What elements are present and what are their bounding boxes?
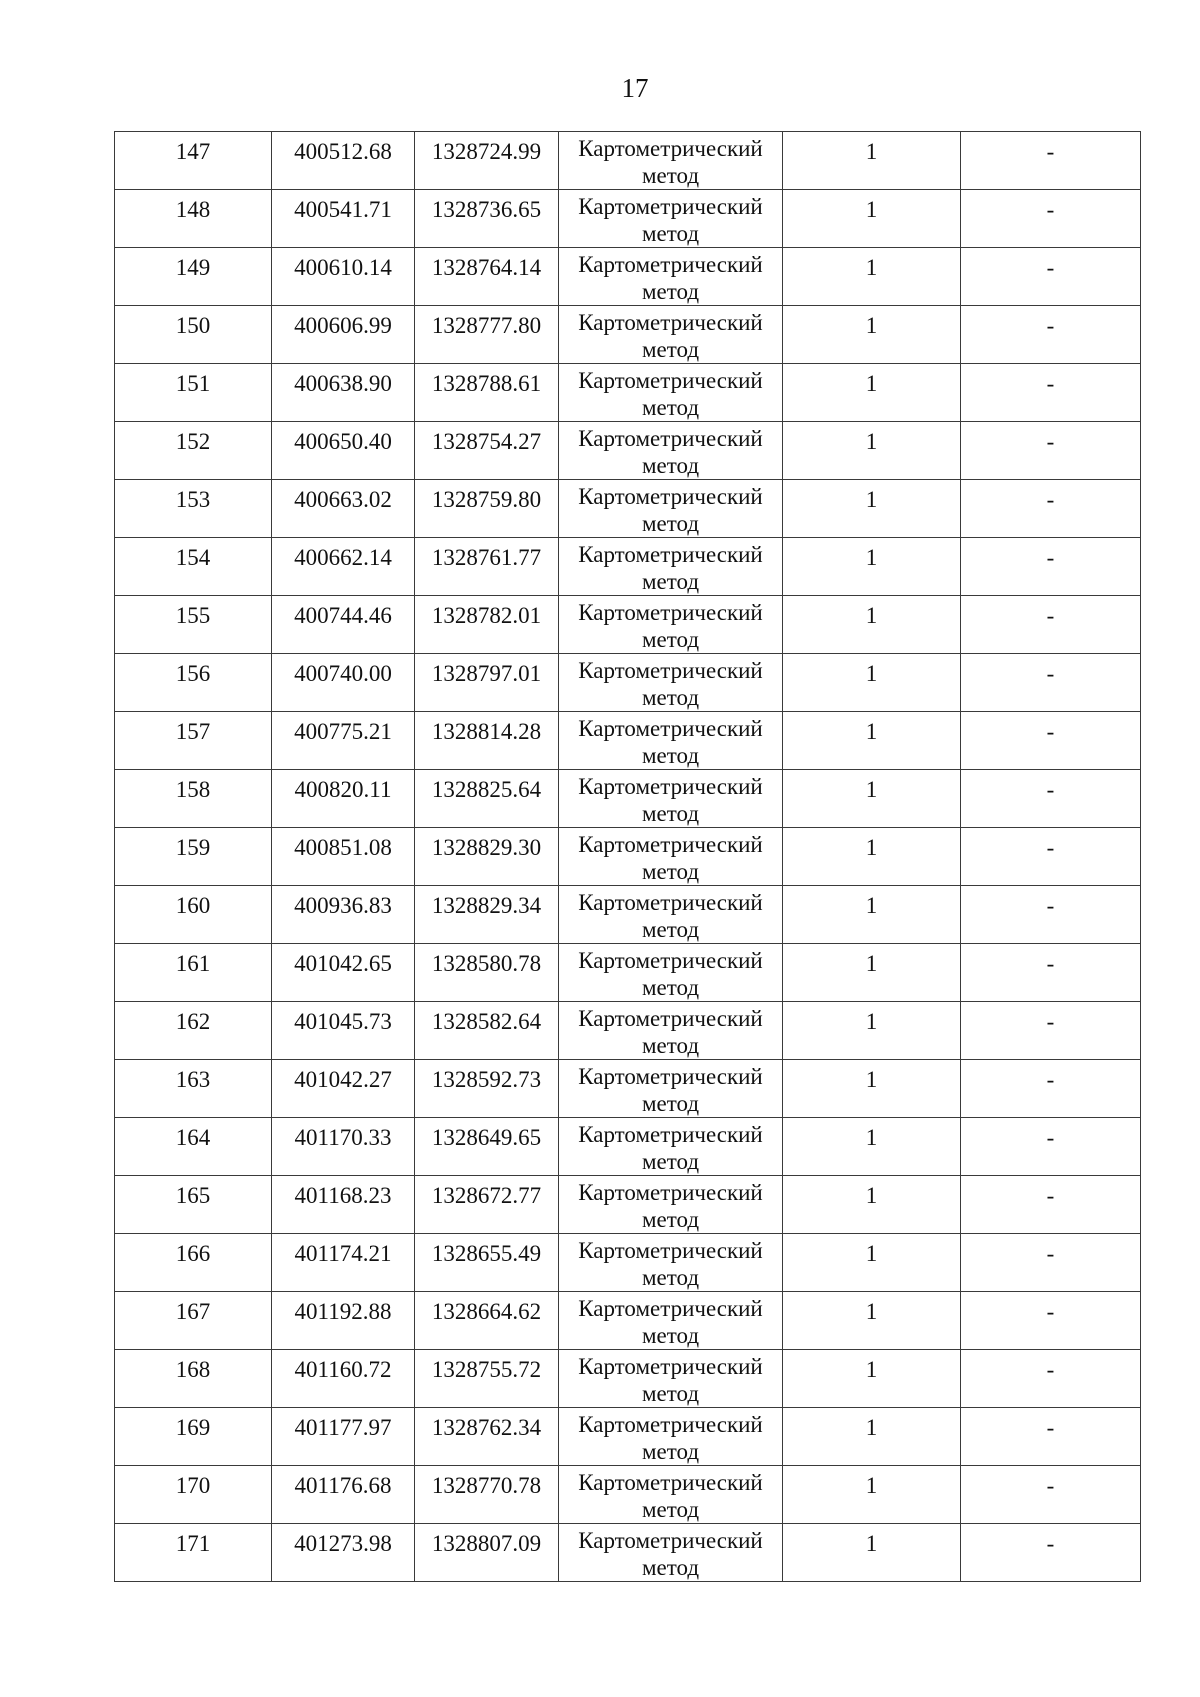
description-cell: - xyxy=(961,596,1141,654)
method-cell xyxy=(559,480,783,538)
point-number-cell: 156 xyxy=(115,654,272,712)
method-line-1: Картометрический xyxy=(578,1354,763,1379)
table-row xyxy=(115,1350,1141,1408)
table-row xyxy=(115,480,1141,538)
point-number-cell: 164 xyxy=(115,1118,272,1176)
y-coordinate-cell: 1328672.77 xyxy=(415,1176,559,1234)
method-line-2: метод xyxy=(641,1381,700,1406)
y-coordinate-cell: 1328770.78 xyxy=(415,1466,559,1524)
table-row xyxy=(115,1408,1141,1466)
point-number-cell: 154 xyxy=(115,538,272,596)
description-cell: - xyxy=(961,1292,1141,1350)
method-cell xyxy=(559,1524,783,1582)
method-cell xyxy=(559,1060,783,1118)
method-cell xyxy=(559,770,783,828)
point-number-cell: 147 xyxy=(115,132,272,190)
method-line-1: Картометрический xyxy=(578,600,763,625)
accuracy-cell: 1 xyxy=(783,654,961,712)
accuracy-cell: 1 xyxy=(783,1234,961,1292)
method-line-1: Картометрический xyxy=(578,948,763,973)
point-number-cell: 150 xyxy=(115,306,272,364)
accuracy-cell: 1 xyxy=(783,538,961,596)
y-coordinate-cell: 1328825.64 xyxy=(415,770,559,828)
method-cell xyxy=(559,828,783,886)
table-row xyxy=(115,770,1141,828)
accuracy-cell: 1 xyxy=(783,1060,961,1118)
accuracy-cell: 1 xyxy=(783,1408,961,1466)
x-coordinate-cell: 400775.21 xyxy=(272,712,415,770)
method-cell xyxy=(559,306,783,364)
y-coordinate-cell: 1328754.27 xyxy=(415,422,559,480)
description-cell: - xyxy=(961,538,1141,596)
x-coordinate-cell: 400744.46 xyxy=(272,596,415,654)
y-coordinate-cell: 1328762.34 xyxy=(415,1408,559,1466)
point-number-cell: 151 xyxy=(115,364,272,422)
description-cell: - xyxy=(961,422,1141,480)
description-cell: - xyxy=(961,654,1141,712)
y-coordinate-cell: 1328788.61 xyxy=(415,364,559,422)
method-line-1: Картометрический xyxy=(578,1006,763,1031)
method-line-2: метод xyxy=(641,163,700,188)
accuracy-cell: 1 xyxy=(783,828,961,886)
point-number-cell: 148 xyxy=(115,190,272,248)
description-cell: - xyxy=(961,248,1141,306)
y-coordinate-cell: 1328580.78 xyxy=(415,944,559,1002)
x-coordinate-cell: 400606.99 xyxy=(272,306,415,364)
method-cell xyxy=(559,1118,783,1176)
y-coordinate-cell: 1328655.49 xyxy=(415,1234,559,1292)
method-cell xyxy=(559,364,783,422)
description-cell: - xyxy=(961,1524,1141,1582)
x-coordinate-cell: 400851.08 xyxy=(272,828,415,886)
point-number-cell: 153 xyxy=(115,480,272,538)
x-coordinate-cell: 401273.98 xyxy=(272,1524,415,1582)
x-coordinate-cell: 401042.27 xyxy=(272,1060,415,1118)
method-line-2: метод xyxy=(641,1555,700,1580)
table-row xyxy=(115,190,1141,248)
method-line-1: Картометрический xyxy=(578,542,763,567)
accuracy-cell: 1 xyxy=(783,596,961,654)
table-row xyxy=(115,1234,1141,1292)
accuracy-cell: 1 xyxy=(783,422,961,480)
accuracy-cell: 1 xyxy=(783,364,961,422)
table-row xyxy=(115,1060,1141,1118)
description-cell: - xyxy=(961,1408,1141,1466)
table-row xyxy=(115,1176,1141,1234)
point-number-cell: 159 xyxy=(115,828,272,886)
x-coordinate-cell: 401168.23 xyxy=(272,1176,415,1234)
method-line-2: метод xyxy=(641,1207,700,1232)
method-line-1: Картометрический xyxy=(578,832,763,857)
table-row xyxy=(115,596,1141,654)
table-row xyxy=(115,1118,1141,1176)
method-line-2: метод xyxy=(641,917,700,942)
accuracy-cell: 1 xyxy=(783,1524,961,1582)
method-cell xyxy=(559,538,783,596)
point-number-cell: 171 xyxy=(115,1524,272,1582)
method-cell xyxy=(559,1176,783,1234)
y-coordinate-cell: 1328755.72 xyxy=(415,1350,559,1408)
method-cell xyxy=(559,1002,783,1060)
method-line-1: Картометрический xyxy=(578,774,763,799)
description-cell: - xyxy=(961,1060,1141,1118)
method-cell xyxy=(559,886,783,944)
point-number-cell: 163 xyxy=(115,1060,272,1118)
point-number-cell: 155 xyxy=(115,596,272,654)
y-coordinate-cell: 1328797.01 xyxy=(415,654,559,712)
method-line-2: метод xyxy=(641,1033,700,1058)
description-cell: - xyxy=(961,1234,1141,1292)
method-line-1: Картометрический xyxy=(578,426,763,451)
method-line-1: Картометрический xyxy=(578,252,763,277)
method-line-1: Картометрический xyxy=(578,658,763,683)
x-coordinate-cell: 400541.71 xyxy=(272,190,415,248)
y-coordinate-cell: 1328736.65 xyxy=(415,190,559,248)
x-coordinate-cell: 401045.73 xyxy=(272,1002,415,1060)
method-line-2: метод xyxy=(641,859,700,884)
accuracy-cell: 1 xyxy=(783,712,961,770)
description-cell: - xyxy=(961,480,1141,538)
method-line-1: Картометрический xyxy=(578,1412,763,1437)
y-coordinate-cell: 1328829.34 xyxy=(415,886,559,944)
method-line-1: Картометрический xyxy=(578,1238,763,1263)
y-coordinate-cell: 1328814.28 xyxy=(415,712,559,770)
x-coordinate-cell: 401174.21 xyxy=(272,1234,415,1292)
table-row xyxy=(115,654,1141,712)
method-line-2: метод xyxy=(641,1497,700,1522)
y-coordinate-cell: 1328829.30 xyxy=(415,828,559,886)
table-row xyxy=(115,306,1141,364)
accuracy-cell: 1 xyxy=(783,132,961,190)
point-number-cell: 168 xyxy=(115,1350,272,1408)
method-line-1: Картометрический xyxy=(578,716,763,741)
method-line-2: метод xyxy=(641,569,700,594)
x-coordinate-cell: 400663.02 xyxy=(272,480,415,538)
method-line-2: метод xyxy=(641,1439,700,1464)
method-cell xyxy=(559,1350,783,1408)
point-number-cell: 162 xyxy=(115,1002,272,1060)
method-line-2: метод xyxy=(641,279,700,304)
table-row xyxy=(115,944,1141,1002)
x-coordinate-cell: 400740.00 xyxy=(272,654,415,712)
method-line-1: Картометрический xyxy=(578,1122,763,1147)
method-line-2: метод xyxy=(641,1265,700,1290)
accuracy-cell: 1 xyxy=(783,886,961,944)
method-cell xyxy=(559,1466,783,1524)
method-cell xyxy=(559,190,783,248)
description-cell: - xyxy=(961,1118,1141,1176)
method-line-2: метод xyxy=(641,1149,700,1174)
table-row xyxy=(115,1292,1141,1350)
point-number-cell: 149 xyxy=(115,248,272,306)
x-coordinate-cell: 400820.11 xyxy=(272,770,415,828)
method-line-1: Картометрический xyxy=(578,194,763,219)
x-coordinate-cell: 400650.40 xyxy=(272,422,415,480)
x-coordinate-cell: 400638.90 xyxy=(272,364,415,422)
method-cell xyxy=(559,944,783,1002)
y-coordinate-cell: 1328592.73 xyxy=(415,1060,559,1118)
method-line-1: Картометрический xyxy=(578,1296,763,1321)
y-coordinate-cell: 1328664.62 xyxy=(415,1292,559,1350)
method-cell xyxy=(559,132,783,190)
table-row xyxy=(115,248,1141,306)
table-row xyxy=(115,364,1141,422)
method-line-1: Картометрический xyxy=(578,368,763,393)
x-coordinate-cell: 401160.72 xyxy=(272,1350,415,1408)
method-line-1: Картометрический xyxy=(578,1180,763,1205)
method-line-1: Картометрический xyxy=(578,1064,763,1089)
accuracy-cell: 1 xyxy=(783,306,961,364)
accuracy-cell: 1 xyxy=(783,1292,961,1350)
x-coordinate-cell: 401170.33 xyxy=(272,1118,415,1176)
table-row xyxy=(115,712,1141,770)
method-line-1: Картометрический xyxy=(578,484,763,509)
method-line-2: метод xyxy=(641,453,700,478)
x-coordinate-cell: 400936.83 xyxy=(272,886,415,944)
method-cell xyxy=(559,422,783,480)
y-coordinate-cell: 1328807.09 xyxy=(415,1524,559,1582)
description-cell: - xyxy=(961,1176,1141,1234)
method-cell xyxy=(559,1234,783,1292)
coordinates-table-body xyxy=(115,132,1141,1582)
point-number-cell: 167 xyxy=(115,1292,272,1350)
description-cell: - xyxy=(961,306,1141,364)
accuracy-cell: 1 xyxy=(783,1002,961,1060)
accuracy-cell: 1 xyxy=(783,1466,961,1524)
point-number-cell: 166 xyxy=(115,1234,272,1292)
y-coordinate-cell: 1328759.80 xyxy=(415,480,559,538)
y-coordinate-cell: 1328764.14 xyxy=(415,248,559,306)
x-coordinate-cell: 400512.68 xyxy=(272,132,415,190)
description-cell: - xyxy=(961,190,1141,248)
method-line-1: Картометрический xyxy=(578,890,763,915)
point-number-cell: 158 xyxy=(115,770,272,828)
table-row xyxy=(115,538,1141,596)
method-line-1: Картометрический xyxy=(578,1528,763,1553)
method-cell xyxy=(559,654,783,712)
method-line-2: метод xyxy=(641,395,700,420)
y-coordinate-cell: 1328582.64 xyxy=(415,1002,559,1060)
description-cell: - xyxy=(961,132,1141,190)
point-number-cell: 169 xyxy=(115,1408,272,1466)
description-cell: - xyxy=(961,364,1141,422)
point-number-cell: 160 xyxy=(115,886,272,944)
coordinates-table xyxy=(114,131,1141,1582)
method-cell xyxy=(559,596,783,654)
table-row xyxy=(115,422,1141,480)
method-line-2: метод xyxy=(641,627,700,652)
accuracy-cell: 1 xyxy=(783,770,961,828)
point-number-cell: 161 xyxy=(115,944,272,1002)
accuracy-cell: 1 xyxy=(783,1176,961,1234)
description-cell: - xyxy=(961,770,1141,828)
method-line-2: метод xyxy=(641,1323,700,1348)
method-line-2: метод xyxy=(641,511,700,536)
method-cell xyxy=(559,1292,783,1350)
method-line-2: метод xyxy=(641,743,700,768)
accuracy-cell: 1 xyxy=(783,944,961,1002)
table-row xyxy=(115,132,1141,190)
method-cell xyxy=(559,248,783,306)
x-coordinate-cell: 400662.14 xyxy=(272,538,415,596)
method-line-2: метод xyxy=(641,221,700,246)
point-number-cell: 165 xyxy=(115,1176,272,1234)
method-line-1: Картометрический xyxy=(578,1470,763,1495)
description-cell: - xyxy=(961,944,1141,1002)
y-coordinate-cell: 1328761.77 xyxy=(415,538,559,596)
method-line-1: Картометрический xyxy=(578,136,763,161)
accuracy-cell: 1 xyxy=(783,480,961,538)
method-line-1: Картометрический xyxy=(578,310,763,335)
description-cell: - xyxy=(961,1466,1141,1524)
y-coordinate-cell: 1328782.01 xyxy=(415,596,559,654)
accuracy-cell: 1 xyxy=(783,1350,961,1408)
description-cell: - xyxy=(961,828,1141,886)
point-number-cell: 157 xyxy=(115,712,272,770)
page-number: 17 xyxy=(621,73,649,103)
description-cell: - xyxy=(961,886,1141,944)
accuracy-cell: 1 xyxy=(783,190,961,248)
accuracy-cell: 1 xyxy=(783,1118,961,1176)
method-line-2: метод xyxy=(641,975,700,1000)
accuracy-cell: 1 xyxy=(783,248,961,306)
point-number-cell: 152 xyxy=(115,422,272,480)
table-row xyxy=(115,886,1141,944)
table-row xyxy=(115,828,1141,886)
table-row xyxy=(115,1524,1141,1582)
y-coordinate-cell: 1328777.80 xyxy=(415,306,559,364)
x-coordinate-cell: 401192.88 xyxy=(272,1292,415,1350)
point-number-cell: 170 xyxy=(115,1466,272,1524)
method-line-2: метод xyxy=(641,1091,700,1116)
x-coordinate-cell: 401176.68 xyxy=(272,1466,415,1524)
method-line-2: метод xyxy=(641,801,700,826)
x-coordinate-cell: 401042.65 xyxy=(272,944,415,1002)
method-line-2: метод xyxy=(641,337,700,362)
description-cell: - xyxy=(961,1002,1141,1060)
method-cell xyxy=(559,712,783,770)
y-coordinate-cell: 1328724.99 xyxy=(415,132,559,190)
method-line-2: метод xyxy=(641,685,700,710)
method-cell xyxy=(559,1408,783,1466)
y-coordinate-cell: 1328649.65 xyxy=(415,1118,559,1176)
description-cell: - xyxy=(961,1350,1141,1408)
table-row xyxy=(115,1466,1141,1524)
table-row xyxy=(115,1002,1141,1060)
x-coordinate-cell: 401177.97 xyxy=(272,1408,415,1466)
x-coordinate-cell: 400610.14 xyxy=(272,248,415,306)
description-cell: - xyxy=(961,712,1141,770)
